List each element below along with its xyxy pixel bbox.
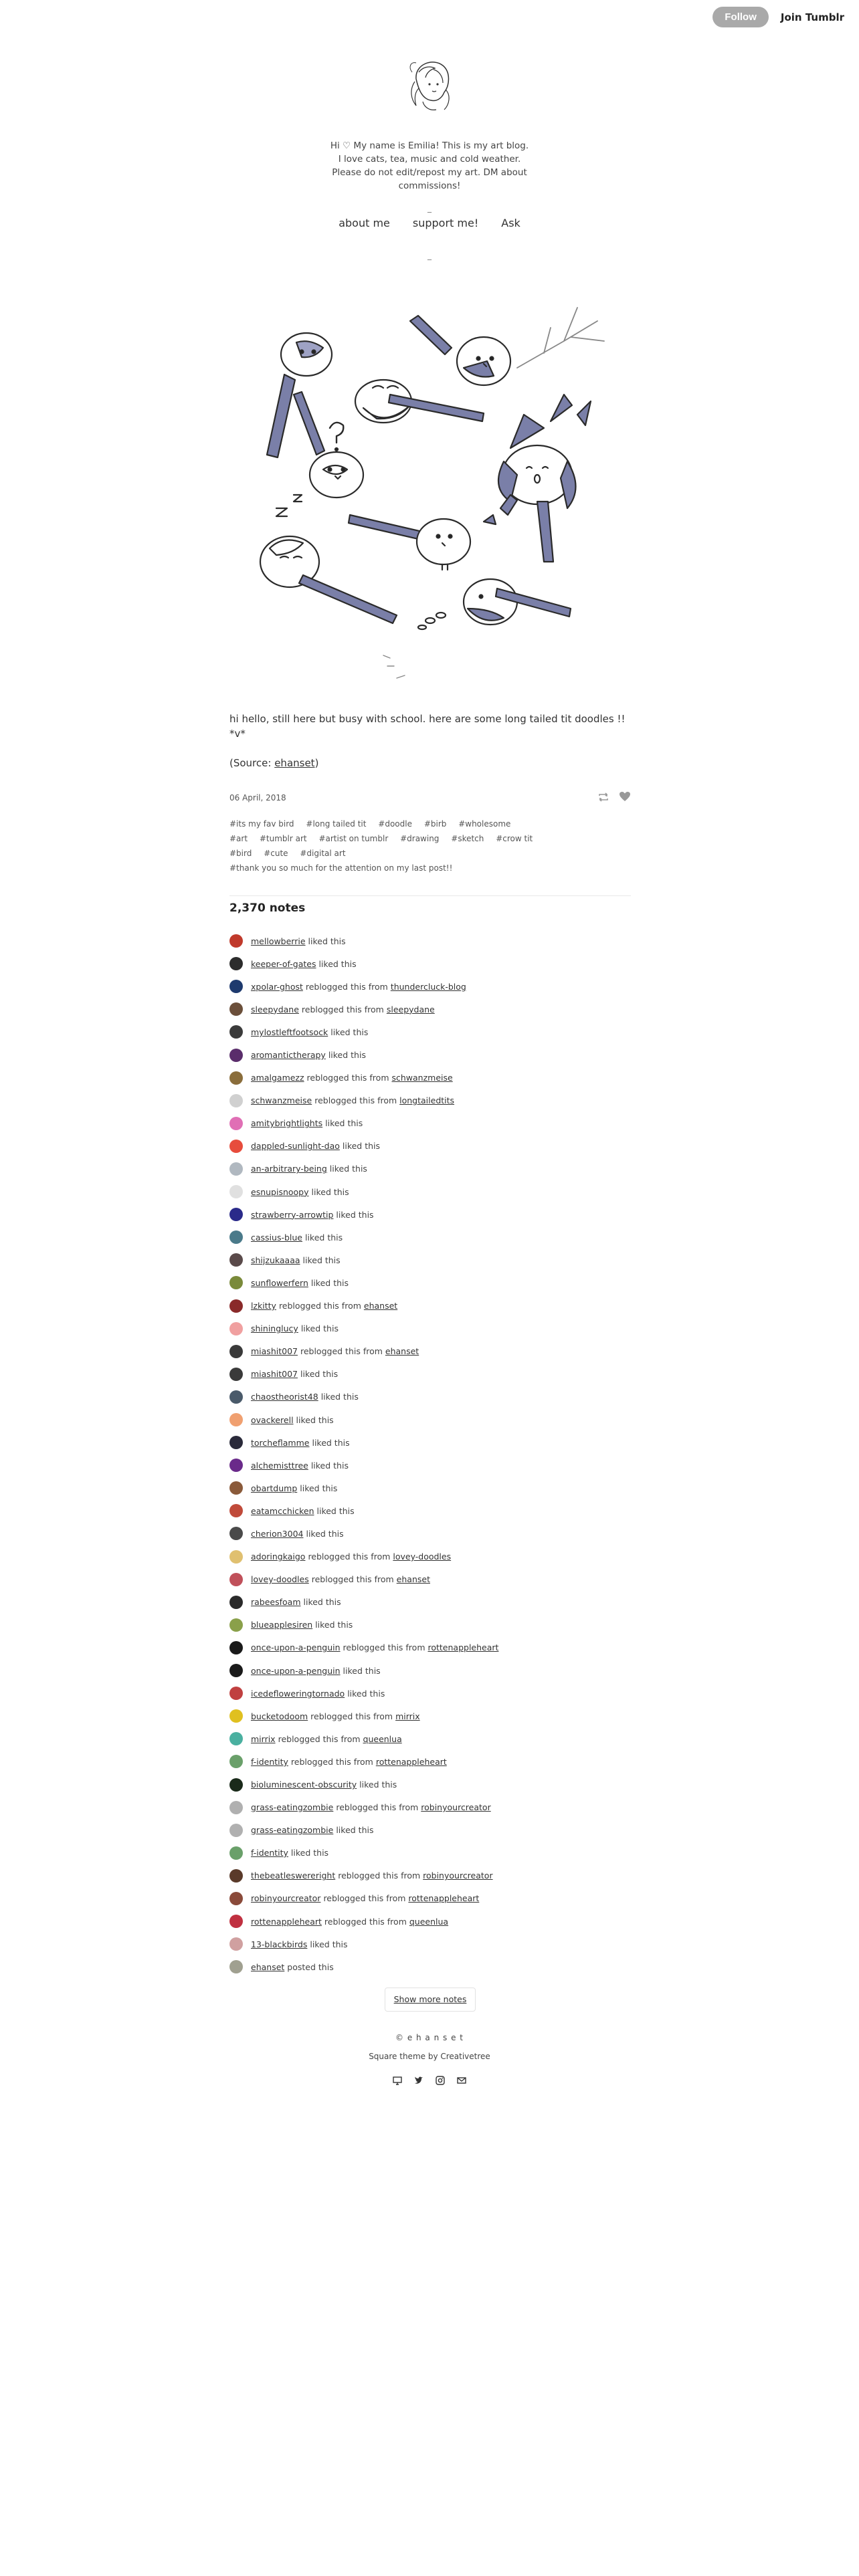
note-action: liked this [342, 1141, 381, 1152]
tag[interactable]: #sketch [451, 834, 484, 843]
note-avatar[interactable] [229, 1002, 243, 1016]
note-username-link[interactable]: mellowberrie [251, 936, 306, 946]
blog-nav [0, 217, 859, 229]
source-link[interactable]: ehanset [274, 757, 315, 769]
note-row [229, 1135, 631, 1158]
note-source-link[interactable]: lovey-doodles [393, 1551, 452, 1562]
note-avatar[interactable] [229, 1892, 243, 1905]
post-caption: hi hello, still here but busy with school. here are some long tailed tit doodles !! *v* [229, 713, 626, 740]
note-row [229, 1431, 631, 1454]
note-action: liked this [315, 1620, 353, 1630]
note-username-link[interactable]: alchemisttree [251, 1460, 308, 1471]
note-action: liked this [302, 1255, 341, 1265]
note-username-link[interactable]: shininglucy [251, 1323, 298, 1334]
note-username-link[interactable]: amitybrightlights [251, 1118, 323, 1129]
note-action: liked this [312, 1437, 350, 1448]
note-avatar[interactable] [229, 1230, 243, 1244]
note-row [229, 1842, 631, 1864]
note-username-link[interactable]: aromantictherapy [251, 1050, 326, 1061]
note-username-link[interactable]: bioluminescent-obscurity [251, 1780, 357, 1790]
note-action: liked this [300, 1483, 338, 1493]
note-avatar[interactable] [229, 934, 243, 948]
note-username-link[interactable]: eatamcchicken [251, 1505, 314, 1516]
note-row [229, 1910, 631, 1933]
note-username-link[interactable]: keeper-of-gates [251, 958, 316, 969]
note-avatar[interactable] [229, 1687, 243, 1700]
note-avatar[interactable] [229, 1960, 243, 1973]
note-avatar[interactable] [229, 1801, 243, 1814]
note-avatar[interactable] [229, 1368, 243, 1381]
divider-mark: _ [427, 203, 432, 213]
note-action: liked this [318, 958, 357, 969]
tag[interactable]: #thank you so much for the attention on my last post!! [229, 863, 453, 873]
note-action: liked this [310, 1460, 349, 1471]
note-username-link[interactable]: once-upon-a-penguin [251, 1642, 341, 1653]
note-row [229, 1750, 631, 1773]
note-username-link[interactable]: lzkitty [251, 1301, 276, 1311]
note-action: reblogged this from [343, 1642, 425, 1653]
note-row [229, 1933, 631, 1955]
note-action: liked this [320, 1392, 359, 1402]
note-action: liked this [329, 1164, 367, 1174]
note-action: liked this [300, 1323, 339, 1334]
note-action: posted this [287, 1961, 334, 1972]
note-source-link[interactable]: robinyourcreator [423, 1870, 493, 1881]
note-row [229, 1249, 631, 1271]
note-source-link[interactable]: longtailedtits [399, 1095, 455, 1106]
note-avatar[interactable] [229, 1071, 243, 1085]
note-username-link[interactable]: grass-eatingzombie [251, 1825, 334, 1836]
note-row [229, 1043, 631, 1066]
note-username-link[interactable]: cherion3004 [251, 1528, 304, 1539]
note-row [229, 1226, 631, 1249]
tag[interactable]: #digital art [300, 849, 346, 858]
note-action: liked this [310, 1277, 349, 1288]
note-avatar[interactable] [229, 1869, 243, 1883]
note-username-link[interactable]: icedefloweringtornado [251, 1688, 345, 1699]
show-more-notes-button[interactable]: Show more notes [385, 1988, 476, 2012]
notes-section [229, 901, 631, 2012]
note-action: reblogged this from [324, 1916, 407, 1927]
note-source-link[interactable]: ehanset [396, 1574, 430, 1585]
note-action: liked this [303, 1597, 341, 1608]
note-avatar[interactable] [229, 1504, 243, 1517]
note-avatar[interactable] [229, 1732, 243, 1745]
blog-avatar[interactable] [396, 52, 463, 119]
instagram-icon[interactable] [436, 2076, 445, 2085]
post-source [229, 757, 631, 769]
desktop-icon[interactable] [393, 2076, 402, 2085]
post-meta [229, 791, 631, 896]
note-username-link[interactable]: ehanset [251, 1961, 285, 1972]
mail-icon[interactable] [457, 2076, 466, 2085]
note-action: liked this [310, 1939, 348, 1949]
post [229, 294, 631, 769]
tag[interactable]: #tumblr art [259, 834, 307, 843]
note-row [229, 1408, 631, 1431]
note-row [229, 1819, 631, 1842]
note-action: reblogged this from [314, 1095, 397, 1106]
note-row [229, 1477, 631, 1499]
note-avatar[interactable] [229, 1322, 243, 1335]
note-row [229, 1636, 631, 1659]
tag[interactable]: #art [229, 834, 248, 843]
note-row [229, 1340, 631, 1363]
note-action: reblogged this from [336, 1802, 419, 1813]
note-row [229, 1773, 631, 1796]
note-action: liked this [336, 1209, 374, 1220]
note-action: liked this [311, 1186, 349, 1197]
note-row [229, 1112, 631, 1135]
blog-header [0, 52, 859, 260]
note-avatar[interactable] [229, 1527, 243, 1540]
note-username-link[interactable]: adoringkaigo [251, 1551, 306, 1562]
note-username-link[interactable]: thebeatleswereright [251, 1870, 336, 1881]
note-action: liked this [304, 1232, 343, 1243]
note-action: liked this [347, 1688, 385, 1699]
note-avatar[interactable] [229, 1345, 243, 1358]
note-username-link[interactable]: f-identity [251, 1756, 288, 1767]
note-avatar[interactable] [229, 957, 243, 970]
note-avatar[interactable] [229, 1140, 243, 1153]
note-avatar[interactable] [229, 1755, 243, 1768]
note-avatar[interactable] [229, 1846, 243, 1860]
note-username-link[interactable]: rottenappleheart [251, 1916, 322, 1927]
note-username-link[interactable]: xpolar-ghost [251, 981, 303, 992]
note-action: liked this [325, 1118, 363, 1129]
note-username-link[interactable]: schwanzmeise [251, 1095, 312, 1106]
note-avatar[interactable] [229, 1162, 243, 1176]
note-row [229, 998, 631, 1021]
note-avatar[interactable] [229, 1481, 243, 1495]
note-avatar[interactable] [229, 1824, 243, 1837]
note-avatar[interactable] [229, 1253, 243, 1267]
note-source-link[interactable]: queenlua [409, 1916, 449, 1927]
note-avatar[interactable] [229, 1436, 243, 1449]
note-username-link[interactable]: torcheflamme [251, 1437, 310, 1448]
note-source-link[interactable]: thundercluck-blog [390, 981, 466, 992]
note-source-link[interactable]: mirrix [395, 1711, 420, 1721]
note-row [229, 1568, 631, 1591]
tag[interactable]: #wholesome [458, 819, 511, 829]
note-row [229, 1796, 631, 1819]
note-avatar[interactable] [229, 1459, 243, 1472]
note-username-link[interactable]: miashit007 [251, 1369, 298, 1380]
like-heart-icon[interactable] [619, 791, 631, 804]
nav-support-me[interactable]: support me! [412, 217, 479, 229]
note-row [229, 1021, 631, 1043]
note-row [229, 1158, 631, 1180]
avatar-sketch-icon [396, 52, 463, 119]
nav-ask[interactable]: Ask [501, 217, 520, 229]
note-avatar[interactable] [229, 1778, 243, 1792]
note-username-link[interactable]: miashit007 [251, 1346, 298, 1357]
note-avatar[interactable] [229, 1573, 243, 1586]
note-action: reblogged this from [278, 1733, 361, 1744]
note-action: liked this [296, 1414, 334, 1425]
note-source-link[interactable]: rottenappleheart [427, 1642, 499, 1653]
top-bar [712, 7, 844, 27]
source-prefix: (Source: [229, 757, 275, 769]
tag[interactable]: #bird [229, 849, 252, 858]
note-username-link[interactable]: f-identity [251, 1848, 288, 1858]
note-action: liked this [306, 1528, 344, 1539]
note-action: reblogged this from [310, 1711, 393, 1721]
follow-button[interactable]: Follow [712, 7, 769, 27]
note-row [229, 1614, 631, 1636]
note-row [229, 1295, 631, 1317]
long-tailed-tit-doodles-image[interactable] [229, 294, 631, 695]
note-username-link[interactable]: mirrix [251, 1733, 276, 1744]
tag[interactable]: #crow tit [496, 834, 533, 843]
tag[interactable]: #birb [423, 819, 447, 829]
note-avatar[interactable] [229, 1937, 243, 1951]
divider [229, 895, 631, 896]
nav-about-me[interactable]: about me [339, 217, 390, 229]
tag[interactable]: #cute [264, 849, 288, 858]
footer [0, 2033, 859, 2085]
note-row [229, 1499, 631, 1522]
note-action: liked this [308, 936, 346, 946]
note-action: liked this [359, 1780, 397, 1790]
note-row [229, 1317, 631, 1340]
note-username-link[interactable]: ovackerell [251, 1414, 294, 1425]
note-row [229, 975, 631, 998]
note-row [229, 1089, 631, 1112]
note-source-link[interactable]: robinyourcreator [421, 1802, 491, 1813]
note-row [229, 1682, 631, 1705]
note-source-link[interactable]: rottenappleheart [408, 1893, 480, 1904]
note-avatar[interactable] [229, 1390, 243, 1404]
note-action: liked this [336, 1825, 374, 1836]
twitter-icon[interactable] [414, 2076, 423, 2085]
note-username-link[interactable]: chaostheorist48 [251, 1392, 318, 1402]
source-suffix: ) [314, 757, 319, 769]
note-username-link[interactable]: grass-eatingzombie [251, 1802, 334, 1813]
post-tags [229, 817, 631, 875]
note-username-link[interactable]: an-arbitrary-being [251, 1164, 327, 1174]
note-username-link[interactable]: mylostleftfootsock [251, 1027, 328, 1037]
note-action: reblogged this from [311, 1574, 394, 1585]
note-row [229, 1203, 631, 1226]
note-avatar[interactable] [229, 1299, 243, 1313]
note-source-link[interactable]: ehanset [363, 1301, 398, 1311]
note-username-link[interactable]: 13-blackbirds [251, 1939, 308, 1949]
note-avatar[interactable] [229, 1049, 243, 1062]
note-avatar[interactable] [229, 1117, 243, 1130]
note-action: liked this [290, 1848, 329, 1858]
note-row [229, 952, 631, 975]
note-avatar[interactable] [229, 1413, 243, 1426]
tag[interactable]: #long tailed tit [306, 819, 367, 829]
note-row [229, 1659, 631, 1682]
note-avatar[interactable] [229, 1641, 243, 1654]
note-avatar[interactable] [229, 1185, 243, 1198]
join-tumblr-link[interactable]: Join Tumblr [780, 11, 844, 23]
note-source-link[interactable]: ehanset [385, 1346, 419, 1357]
note-avatar[interactable] [229, 1208, 243, 1221]
blog-description: Hi ♡ My name is Emilia! This is my art blog. I love cats, tea, music and cold weather. Please do not edit/repost my art. DM about commissions! [330, 140, 529, 191]
note-avatar[interactable] [229, 1618, 243, 1632]
note-row [229, 1522, 631, 1545]
note-username-link[interactable]: amalgamezz [251, 1073, 304, 1083]
divider-mark-2: _ [427, 251, 432, 260]
note-action: reblogged this from [323, 1893, 406, 1904]
note-row [229, 1067, 631, 1089]
note-row [229, 1271, 631, 1294]
note-action: reblogged this from [290, 1756, 373, 1767]
note-row [229, 1705, 631, 1727]
notes-list [229, 930, 631, 1978]
note-row [229, 1591, 631, 1614]
note-action: reblogged this from [338, 1870, 421, 1881]
note-username-link[interactable]: rabeesfoam [251, 1597, 301, 1608]
note-username-link[interactable]: once-upon-a-penguin [251, 1665, 341, 1676]
note-action: reblogged this from [306, 1073, 389, 1083]
note-action: liked this [300, 1369, 339, 1380]
note-username-link[interactable]: shijzukaaaa [251, 1255, 300, 1265]
note-row [229, 1955, 631, 1978]
footer-theme-credit[interactable]: Square theme by Creativetree [369, 2052, 490, 2061]
note-avatar[interactable] [229, 1596, 243, 1609]
note-row [229, 930, 631, 952]
note-avatar[interactable] [229, 1025, 243, 1039]
note-source-link[interactable]: sleepydane [386, 1004, 435, 1014]
note-source-link[interactable]: queenlua [363, 1733, 402, 1744]
note-username-link[interactable]: sunflowerfern [251, 1277, 308, 1288]
note-avatar[interactable] [229, 1276, 243, 1289]
post-date[interactable]: 06 April, 2018 [229, 793, 286, 802]
note-row [229, 1386, 631, 1408]
note-action: liked this [330, 1027, 369, 1037]
note-row [229, 1887, 631, 1910]
note-row [229, 1454, 631, 1477]
note-source-link[interactable]: rottenappleheart [375, 1756, 447, 1767]
note-row [229, 1727, 631, 1750]
footer-copyright: © e h a n s e t [395, 2033, 464, 2042]
note-action: reblogged this from [308, 1551, 391, 1562]
note-avatar[interactable] [229, 1709, 243, 1723]
tag[interactable]: #drawing [400, 834, 440, 843]
note-row [229, 1363, 631, 1386]
note-avatar[interactable] [229, 1550, 243, 1564]
note-username-link[interactable]: cassius-blue [251, 1232, 302, 1243]
footer-icons [0, 2076, 859, 2085]
note-action: liked this [343, 1665, 381, 1676]
note-row [229, 1180, 631, 1203]
note-avatar[interactable] [229, 1094, 243, 1107]
note-avatar[interactable] [229, 1915, 243, 1928]
notes-count: 2,370 notes [229, 901, 306, 915]
note-source-link[interactable]: schwanzmeise [391, 1073, 453, 1083]
note-action: liked this [316, 1505, 355, 1516]
note-action: reblogged this from [305, 981, 388, 992]
note-action: reblogged this from [301, 1004, 384, 1014]
note-username-link[interactable]: strawberry-arrowtip [251, 1209, 334, 1220]
note-username-link[interactable]: robinyourcreator [251, 1893, 321, 1904]
note-row [229, 1545, 631, 1568]
tag[interactable]: #doodle [378, 819, 412, 829]
note-action: liked this [328, 1050, 366, 1061]
note-action: reblogged this from [300, 1346, 383, 1357]
note-username-link[interactable]: lovey-doodles [251, 1574, 309, 1585]
tag[interactable]: #its my fav bird [229, 819, 294, 829]
note-avatar[interactable] [229, 1664, 243, 1677]
note-avatar[interactable] [229, 980, 243, 993]
note-username-link[interactable]: esnupisnoopy [251, 1186, 309, 1197]
note-row [229, 1864, 631, 1887]
note-action: reblogged this from [278, 1301, 361, 1311]
note-username-link[interactable]: obartdump [251, 1483, 298, 1493]
note-username-link[interactable]: sleepydane [251, 1004, 299, 1014]
note-username-link[interactable]: bucketodoom [251, 1711, 308, 1721]
note-username-link[interactable]: dappled-sunlight-dao [251, 1141, 340, 1152]
tag[interactable]: #artist on tumblr [318, 834, 389, 843]
reblog-icon[interactable] [597, 792, 609, 804]
note-username-link[interactable]: blueapplesiren [251, 1620, 313, 1630]
